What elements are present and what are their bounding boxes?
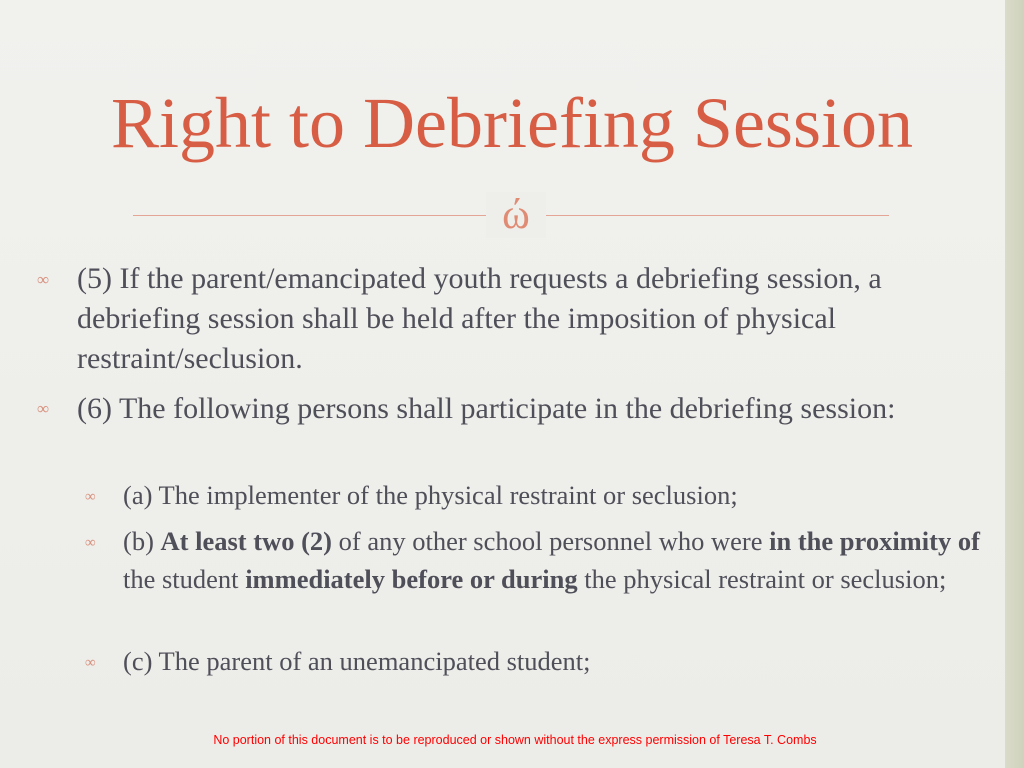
- emphasis-at-least-two: At least two (2): [160, 526, 332, 556]
- bullet-item-5: (5) If the parent/emancipated youth requests a debriefing session, a debriefing session shall be held after the imposition of physical restraint/seclusion.: [77, 262, 882, 375]
- flourish-ornament-icon: ώ: [486, 192, 546, 238]
- sub-bullet-c: (c) The parent of an unemancipated student;: [123, 646, 591, 676]
- curl-bullet-icon: ∞: [37, 399, 50, 418]
- copyright-footer: No portion of this document is to be reproduced or shown without the express permission of Teresa T. Combs: [213, 733, 817, 747]
- sub-bullet-b-text-2: the student: [123, 563, 246, 594]
- curl-bullet-icon: ∞: [85, 655, 96, 671]
- slide-title: Right to Debriefing Session: [111, 83, 913, 163]
- emphasis-immediately-before: immediately before or during: [245, 563, 578, 594]
- bullet-item-6: (6) The following persons shall participate in the debriefing session:: [77, 392, 896, 425]
- sub-bullet-a: (a) The implementer of the physical restraint or seclusion;: [123, 480, 738, 510]
- curl-bullet-icon: ∞: [37, 270, 50, 289]
- curl-bullet-icon: ∞: [85, 535, 96, 551]
- sub-bullet-b-prefix: (b): [123, 526, 161, 556]
- sub-bullet-b-text-1: of any other school personnel who were: [332, 526, 770, 556]
- sub-bullet-b-text-3: the physical restraint or seclusion;: [577, 563, 947, 594]
- curl-bullet-icon: ∞: [85, 489, 96, 505]
- sub-bullet-b: [123, 523, 993, 598]
- emphasis-in-proximity: in the proximity of: [769, 526, 980, 556]
